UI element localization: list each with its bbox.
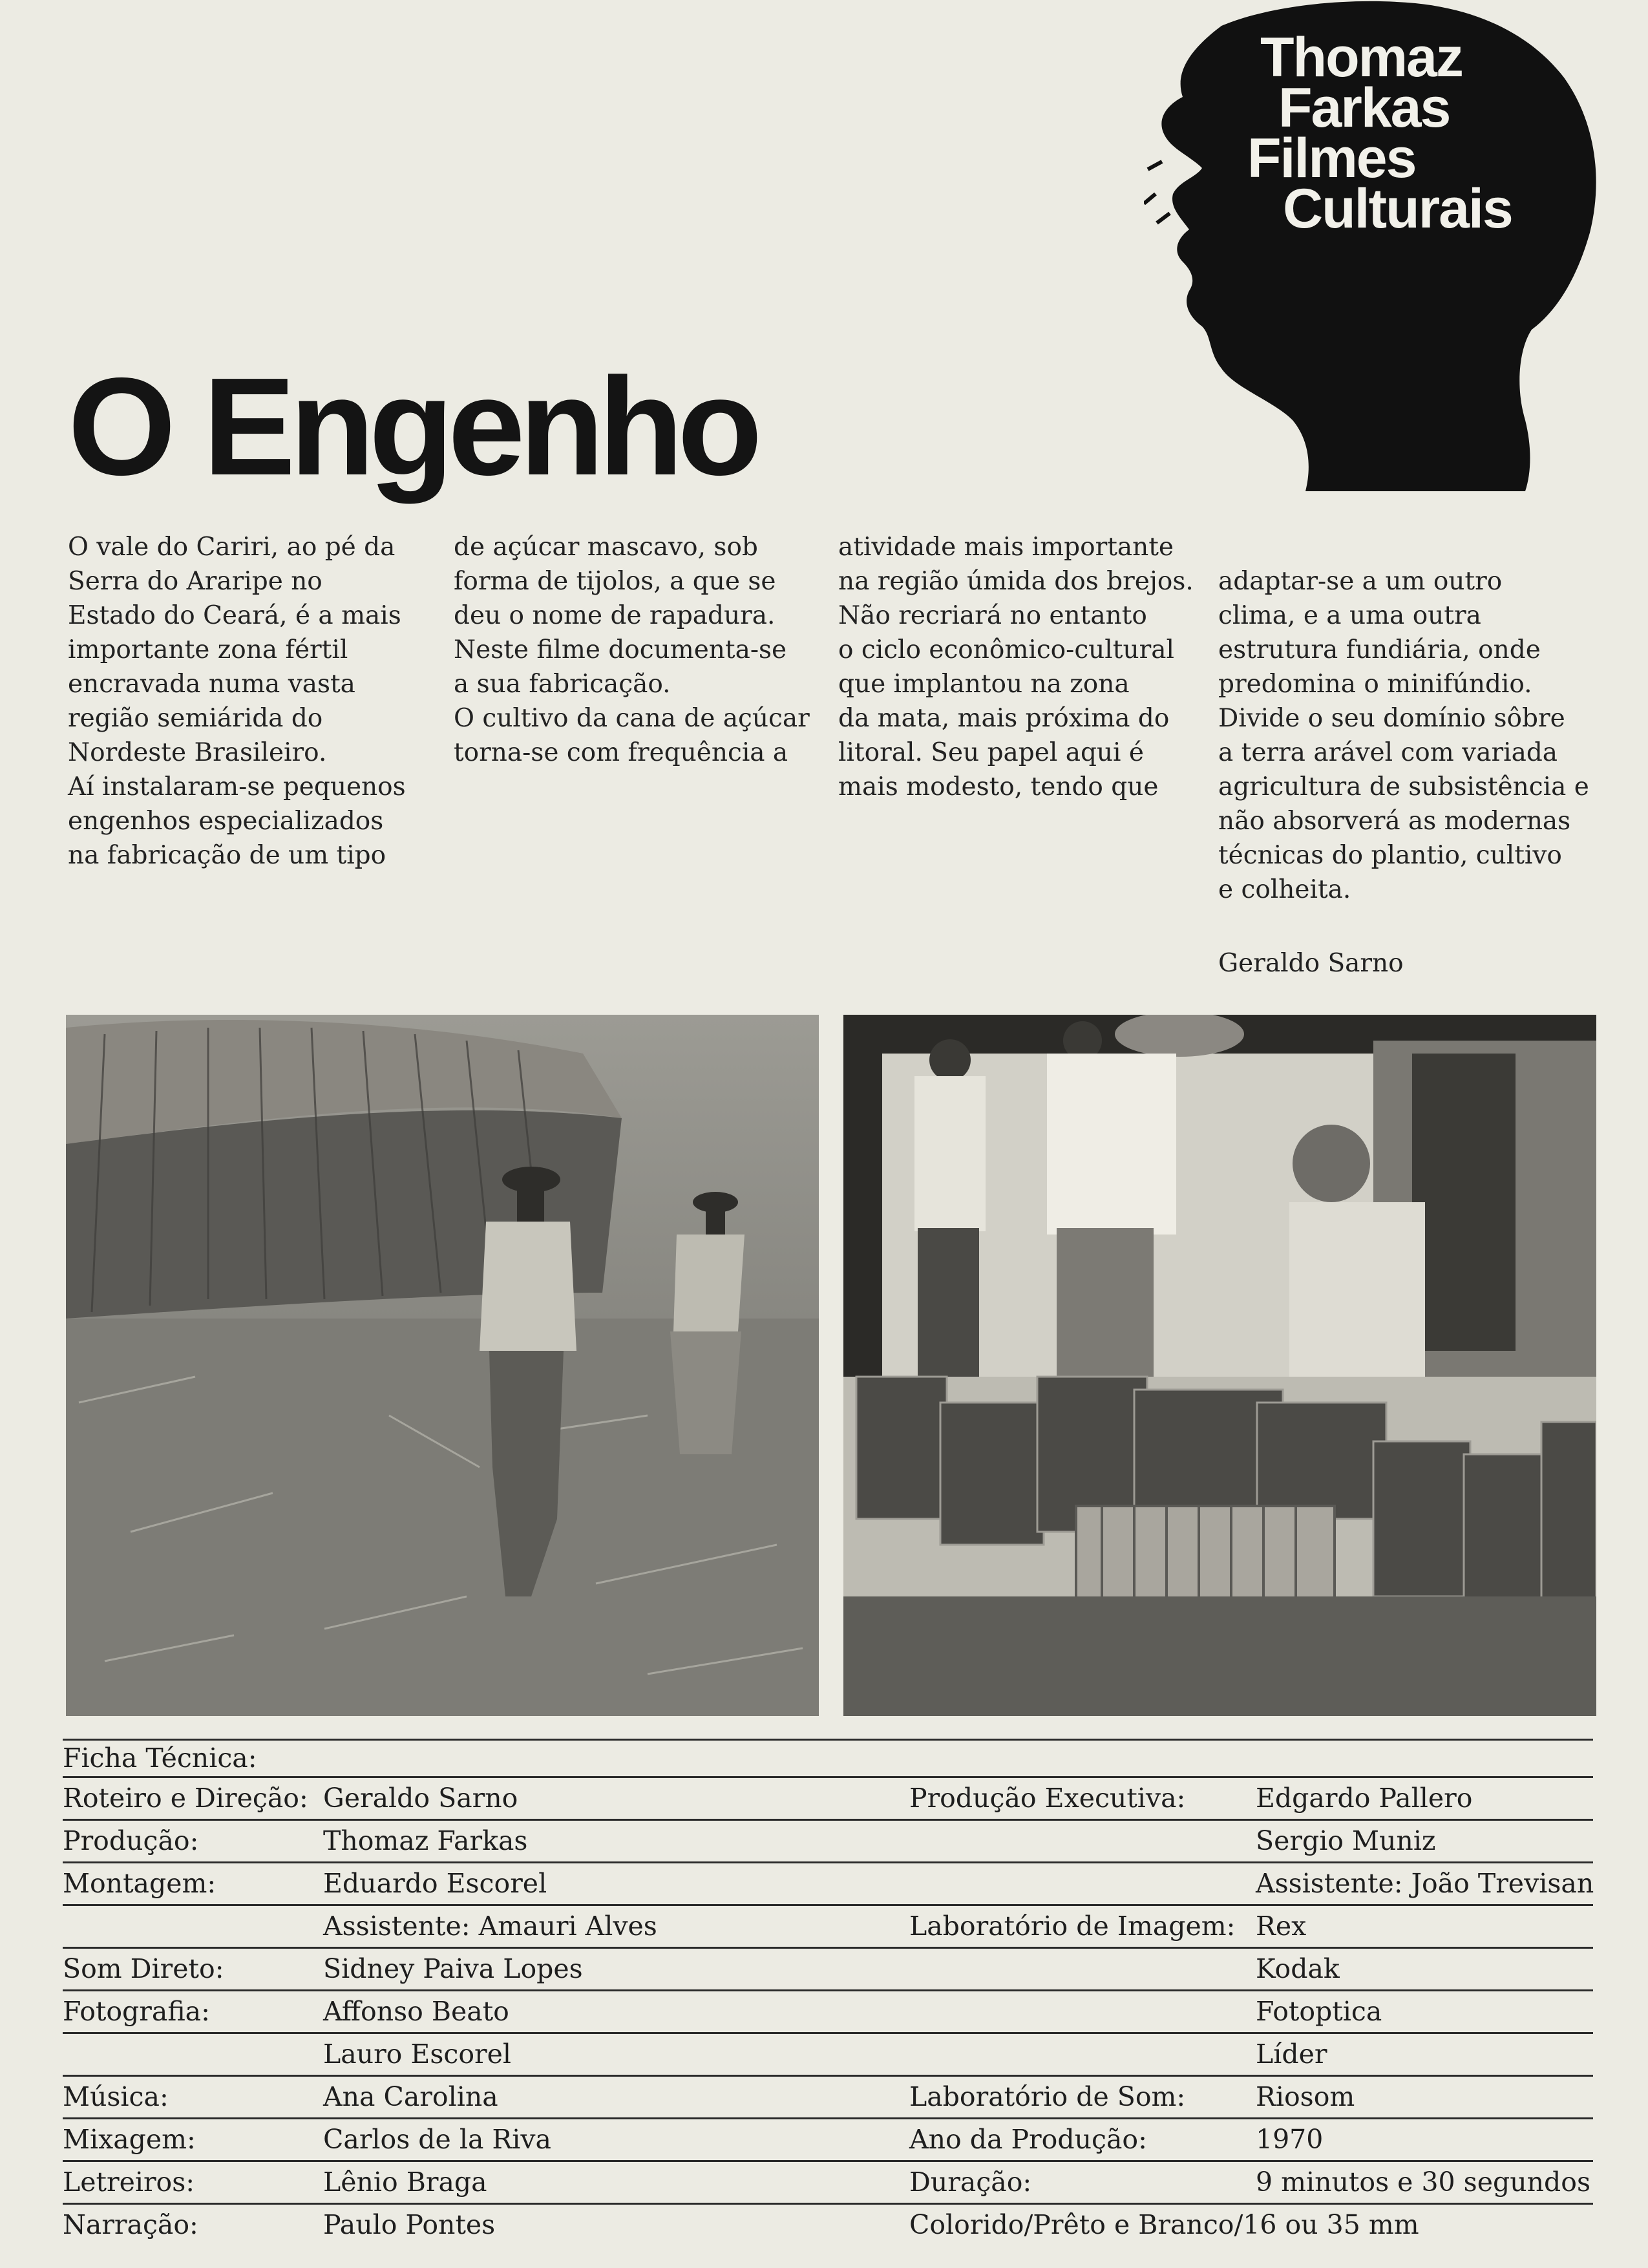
credit-role: Produção Executiva:	[909, 1783, 1186, 1814]
table-rule	[63, 2160, 1593, 2162]
table-rule	[63, 1819, 1593, 1821]
author-signature: Geraldo Sarno	[1218, 949, 1404, 978]
credit-name: Geraldo Sarno	[323, 1783, 518, 1814]
table-rule	[63, 1989, 1593, 1991]
credit-name: Paulo Pontes	[323, 2209, 496, 2240]
credit-name: Edgardo Pallero	[1256, 1783, 1473, 1814]
text-column-4	[1218, 530, 1590, 1015]
credit-name: Assistente: João Trevisan	[1256, 1868, 1594, 1899]
credit-name: Rex	[1256, 1911, 1307, 1942]
credit-name: Affonso Beato	[323, 1996, 509, 2027]
table-rule	[63, 2075, 1593, 2077]
credits-heading: Ficha Técnica:	[63, 1743, 257, 1774]
credit-format: Colorido/Prêto e Branco/16 ou 35 mm	[909, 2209, 1419, 2240]
credit-name: Carlos de la Riva	[323, 2124, 552, 2155]
credit-role: Música:	[63, 2081, 169, 2112]
text-column-1: O vale do Cariri, ao pé da Serra do Araripe no Estado do Ceará, é a mais importante zona fértil encravada numa vasta região semiárida do Nordeste Brasileiro. Aí instalaram-se pequenos engenhos especializados na fabricação de um tipo	[68, 533, 406, 870]
body-text	[68, 530, 1606, 978]
credit-role: Roteiro e Direção:	[63, 1783, 308, 1814]
text-column-2: de açúcar mascavo, sob forma de tijolos, a que se deu o nome de rapadura. Neste filme documenta-se a sua fabricação. O cultivo da cana de açúcar torna-se com frequência a	[454, 533, 810, 767]
table-rule	[63, 2117, 1593, 2119]
photo-rapadura-market	[843, 1015, 1596, 1716]
credit-role: Ano da Produção:	[909, 2124, 1147, 2155]
table-rule	[63, 1776, 1593, 1778]
table-rule	[63, 1947, 1593, 1949]
table-rule	[63, 1739, 1593, 1741]
table-rule	[63, 2203, 1593, 2205]
credit-role: Montagem:	[63, 1868, 217, 1899]
credit-role: Mixagem:	[63, 2124, 196, 2155]
table-rule	[63, 1861, 1593, 1863]
credit-name: Kodak	[1256, 1953, 1340, 1984]
credit-role: Laboratório de Som:	[909, 2081, 1186, 2112]
credit-name: 1970	[1256, 2124, 1324, 2155]
credit-name: Sergio Muniz	[1256, 1825, 1436, 1856]
credit-name: Eduardo Escorel	[323, 1868, 547, 1899]
credit-name: Riosom	[1256, 2081, 1355, 2112]
credit-role: Laboratório de Imagem:	[909, 1911, 1236, 1942]
page-title: O Engenho	[68, 348, 757, 504]
text-column-4-body: adaptar-se a um outro clima, e a uma outra estrutura fundiária, onde predomina o minifúndio. Divide o seu domínio sôbre a terra arável com variada agricultura de subsistência e não absorverá as modernas técnicas do plantio, cultivo e colheita.	[1218, 567, 1589, 904]
credit-role: Produção:	[63, 1825, 199, 1856]
logo-line: Culturais	[1283, 178, 1512, 240]
photo-sugarcane-field	[66, 1015, 819, 1716]
credit-name: Sidney Paiva Lopes	[323, 1953, 583, 1984]
logo-text	[1247, 26, 1512, 240]
credit-role: Fotografia:	[63, 1996, 210, 2027]
credit-name: Assistente: Amauri Alves	[323, 1911, 657, 1942]
logo-line: Farkas	[1278, 77, 1450, 139]
logo-line: Filmes	[1247, 127, 1416, 189]
text-column-3: atividade mais importante na região úmida dos brejos. Não recriará no entanto o ciclo econômico-cultural que implantou na zona da mata, mais próxima do litoral. Seu papel aqui é mais modesto, tendo que	[838, 533, 1194, 801]
table-rule	[63, 1904, 1593, 1906]
credit-name: Thomaz Farkas	[323, 1825, 528, 1856]
credit-name: Lauro Escorel	[323, 2039, 511, 2070]
credit-name: 9 minutos e 30 segundos	[1256, 2167, 1590, 2198]
credit-name: Lênio Braga	[323, 2167, 487, 2198]
credit-role: Letreiros:	[63, 2167, 195, 2198]
credit-role: Som Direto:	[63, 1953, 224, 1984]
credit-role: Duração:	[909, 2167, 1032, 2198]
thomaz-farkas-logo	[1144, 0, 1609, 491]
credit-role: Narração:	[63, 2209, 198, 2240]
table-rule	[63, 2032, 1593, 2034]
credit-name: Fotoptica	[1256, 1996, 1382, 2027]
credit-name: Líder	[1256, 2039, 1327, 2070]
logo-line: Thomaz	[1260, 26, 1463, 89]
credit-name: Ana Carolina	[323, 2081, 498, 2112]
